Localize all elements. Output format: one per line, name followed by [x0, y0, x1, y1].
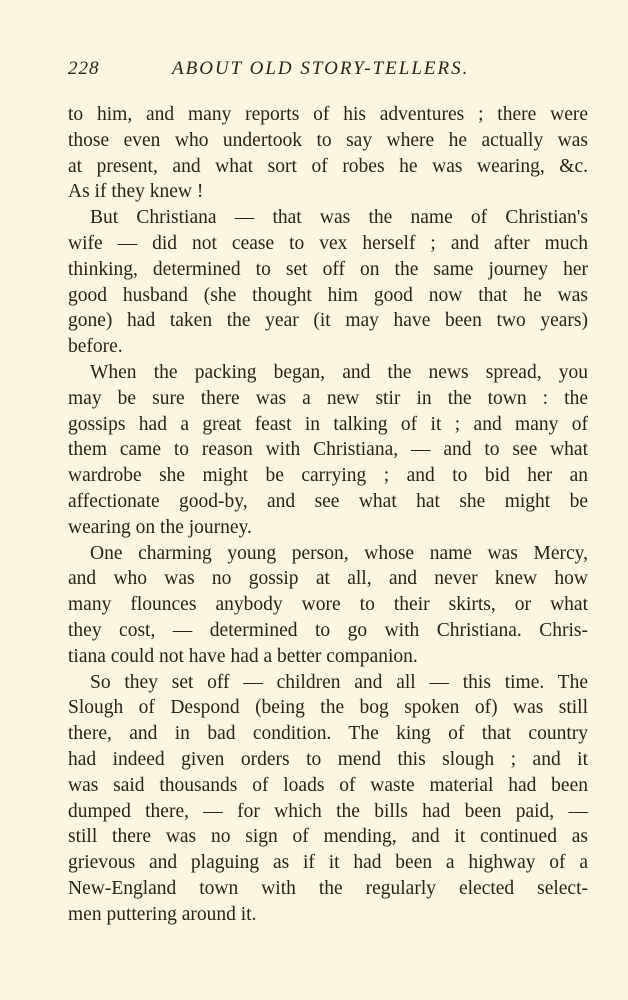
text-line: dumped there, — for which the bills had been paid, — [68, 800, 588, 822]
text-line: was said thousands of loads of waste material had been [68, 774, 588, 796]
text-line: at present, and what sort of robes he was wearing, &c. [68, 155, 588, 177]
text-line: many flounces anybody wore to their skirts, or what [68, 594, 588, 616]
text-line: men puttering around it. [68, 903, 257, 925]
text-line: But Christiana — that was the name of Christian's [90, 207, 588, 229]
text-line: those even who undertook to say where he actually was [68, 129, 588, 151]
text-line: wardrobe she might be carrying ; and to bid her an [68, 465, 588, 487]
text-line: them came to reason with Christiana, — and to see what [68, 439, 588, 461]
text-line: to him, and many reports of his adventures ; there were [68, 104, 588, 125]
text-line: tiana could not have had a better companion. [68, 645, 418, 667]
text-line: thinking, determined to set off on the same journey her [68, 258, 588, 280]
text-line: before. [68, 336, 123, 358]
text-line: and who was no gossip at all, and never knew how [68, 568, 588, 590]
text-line: may be sure there was a new stir in the town : the [68, 387, 588, 409]
page-number: 228 [68, 58, 100, 79]
text-line: wearing on the journey. [68, 516, 252, 538]
text-line: When the packing began, and the news spread, you [90, 361, 588, 383]
text-line: gossips had a great feast in talking of it ; and many of [68, 413, 588, 435]
text-line: had indeed given orders to mend this slough ; and it [68, 748, 588, 770]
text-line: As if they knew ! [68, 181, 204, 203]
text-line: good husband (she thought him good now that he was [68, 284, 588, 306]
text-line: So they set off — children and all — this time. The [90, 671, 588, 693]
text-line: affectionate good-by, and see what hat she might be [68, 490, 588, 512]
text-line: there, and in bad condition. The king of that country [68, 723, 588, 745]
text-line: they cost, — determined to go with Christiana. Chris- [68, 619, 588, 641]
body-text [68, 102, 588, 928]
running-head-title: ABOUT OLD STORY-TELLERS. [172, 58, 470, 79]
text-line: still there was no sign of mending, and it continued as [68, 826, 588, 848]
text-line: gone) had taken the year (it may have been two years) [68, 310, 588, 332]
text-line: grievous and plaguing as if it had been a highway of a [68, 852, 588, 874]
running-head [68, 58, 588, 84]
text-line: One charming young person, whose name was Mercy, [90, 542, 588, 564]
text-line: New-England town with the regularly elected select- [68, 877, 588, 899]
text-line: wife — did not cease to vex herself ; and after much [68, 232, 588, 254]
text-line: Slough of Despond (being the bog spoken of) was still [68, 697, 588, 719]
